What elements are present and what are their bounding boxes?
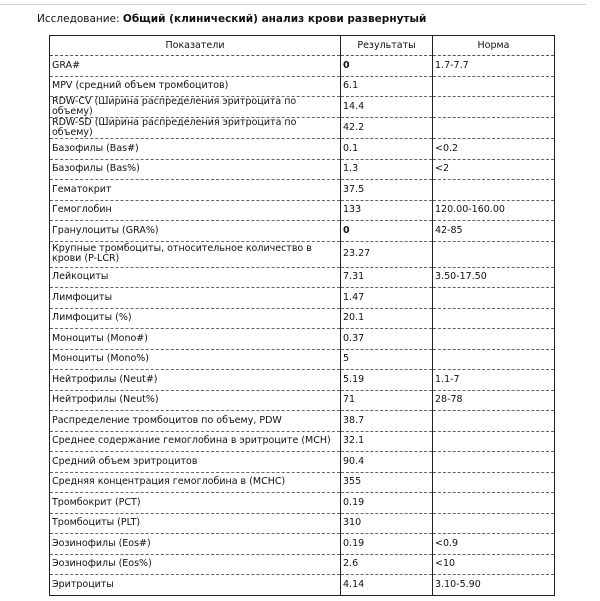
indicator-name: RDW-CV (Ширина распределения эритроцита по объему) xyxy=(50,97,341,118)
table-row xyxy=(50,267,555,288)
indicator-name: Крупные тромбоциты, относительное количество в крови (P-LCR) xyxy=(50,241,341,267)
indicator-name: Эозинофилы (Eos#) xyxy=(50,534,341,555)
result-value: 1.3 xyxy=(341,159,433,180)
indicator-name: Распределение тромбоцитов по объему, PDW xyxy=(50,411,341,432)
result-value: 23.27 xyxy=(341,241,433,267)
norm-value xyxy=(433,431,555,452)
indicator-name: GRA# xyxy=(50,56,341,77)
indicator-name: Гранулоциты (GRA%) xyxy=(50,221,341,242)
result-value: 0.19 xyxy=(341,534,433,555)
indicator-name: Нейтрофилы (Neut#) xyxy=(50,370,341,391)
indicator-name: Эозинофилы (Eos%) xyxy=(50,554,341,575)
norm-value: 1.1-7 xyxy=(433,370,555,391)
indicator-name: Нейтрофилы (Neut%) xyxy=(50,390,341,411)
table-row xyxy=(50,431,555,452)
norm-value xyxy=(433,118,555,139)
norm-value xyxy=(433,180,555,201)
table-row xyxy=(50,221,555,242)
table-row xyxy=(50,329,555,350)
result-value: 5 xyxy=(341,349,433,370)
table-row xyxy=(50,241,555,267)
header-norm: Норма xyxy=(433,36,555,56)
result-value: 71 xyxy=(341,390,433,411)
indicator-name: Гемоглобин xyxy=(50,200,341,221)
indicator-name: Моноциты (Mono#) xyxy=(50,329,341,350)
result-value: 2.6 xyxy=(341,554,433,575)
indicator-name: Среднее содержание гемоглобина в эритроците (MCH) xyxy=(50,431,341,452)
table-row xyxy=(50,349,555,370)
result-value: 38.7 xyxy=(341,411,433,432)
indicator-name: Эритроциты xyxy=(50,575,341,596)
table-row xyxy=(50,308,555,329)
indicator-name: MPV (средний объем тромбоцитов) xyxy=(50,76,341,97)
norm-value xyxy=(433,288,555,309)
result-value: 32.1 xyxy=(341,431,433,452)
result-value: 37.5 xyxy=(341,180,433,201)
header-indicator: Показатели xyxy=(50,36,341,56)
indicator-name: Гематокрит xyxy=(50,180,341,201)
table-row xyxy=(50,180,555,201)
norm-value: 3.10-5.90 xyxy=(433,575,555,596)
indicator-name: Лейкоциты xyxy=(50,267,341,288)
norm-value xyxy=(433,411,555,432)
result-value: 0.1 xyxy=(341,139,433,160)
norm-value xyxy=(433,76,555,97)
norm-value xyxy=(433,513,555,534)
table-row xyxy=(50,513,555,534)
norm-value xyxy=(433,329,555,350)
norm-value: 42-85 xyxy=(433,221,555,242)
indicator-name: Базофилы (Bas#) xyxy=(50,139,341,160)
indicator-name: Средняя концентрация гемоглобина в (MCHC) xyxy=(50,472,341,493)
result-value: 0 xyxy=(341,221,433,242)
result-value: 6.1 xyxy=(341,76,433,97)
study-title: Общий (клинический) анализ крови развернутый xyxy=(122,13,427,25)
indicator-name: Тромбокрит (PCT) xyxy=(50,493,341,514)
norm-value xyxy=(433,349,555,370)
norm-value: <0.2 xyxy=(433,139,555,160)
result-value: 7.31 xyxy=(341,267,433,288)
norm-value xyxy=(433,472,555,493)
table-row xyxy=(50,534,555,555)
norm-value: 28-78 xyxy=(433,390,555,411)
table-row xyxy=(50,200,555,221)
table-row xyxy=(50,159,555,180)
table-row xyxy=(50,390,555,411)
norm-value xyxy=(433,452,555,473)
result-value: 355 xyxy=(341,472,433,493)
result-value: 133 xyxy=(341,200,433,221)
indicator-name: Моноциты (Mono%) xyxy=(50,349,341,370)
norm-value: <0.9 xyxy=(433,534,555,555)
result-value: 14.4 xyxy=(341,97,433,118)
table-row xyxy=(50,411,555,432)
indicator-name: Базофилы (Bas%) xyxy=(50,159,341,180)
result-value: 310 xyxy=(341,513,433,534)
table-row xyxy=(50,97,555,118)
header-row xyxy=(50,36,555,56)
table-row xyxy=(50,472,555,493)
study-label: Исследование: xyxy=(37,13,120,25)
indicator-name: RDW-SD (Ширина распределения эритроцита по объему) xyxy=(50,118,341,139)
study-heading xyxy=(37,13,426,25)
result-value: 4.14 xyxy=(341,575,433,596)
result-value: 0.37 xyxy=(341,329,433,350)
norm-value xyxy=(433,493,555,514)
norm-value: <2 xyxy=(433,159,555,180)
indicator-name: Средний объем эритроцитов xyxy=(50,452,341,473)
indicator-name: Лимфоциты (%) xyxy=(50,308,341,329)
table-row xyxy=(50,370,555,391)
norm-value xyxy=(433,241,555,267)
results-table xyxy=(49,35,555,596)
result-value: 1.47 xyxy=(341,288,433,309)
indicator-name: Лимфоциты xyxy=(50,288,341,309)
norm-value: <10 xyxy=(433,554,555,575)
norm-value: 1.7-7.7 xyxy=(433,56,555,77)
table-row xyxy=(50,56,555,77)
table-row xyxy=(50,493,555,514)
result-value: 0 xyxy=(341,56,433,77)
table-row xyxy=(50,288,555,309)
header-result: Результаты xyxy=(341,36,433,56)
table-row xyxy=(50,118,555,139)
norm-value xyxy=(433,97,555,118)
norm-value: 3.50-17.50 xyxy=(433,267,555,288)
table-row xyxy=(50,139,555,160)
result-value: 42.2 xyxy=(341,118,433,139)
result-value: 90.4 xyxy=(341,452,433,473)
table-row xyxy=(50,76,555,97)
indicator-name: Тромбоциты (PLT) xyxy=(50,513,341,534)
norm-value xyxy=(433,308,555,329)
result-value: 20.1 xyxy=(341,308,433,329)
top-divider xyxy=(0,4,586,5)
norm-value: 120.00-160.00 xyxy=(433,200,555,221)
result-value: 0.19 xyxy=(341,493,433,514)
table-row xyxy=(50,452,555,473)
table-row xyxy=(50,575,555,596)
table-row xyxy=(50,554,555,575)
result-value: 5.19 xyxy=(341,370,433,391)
